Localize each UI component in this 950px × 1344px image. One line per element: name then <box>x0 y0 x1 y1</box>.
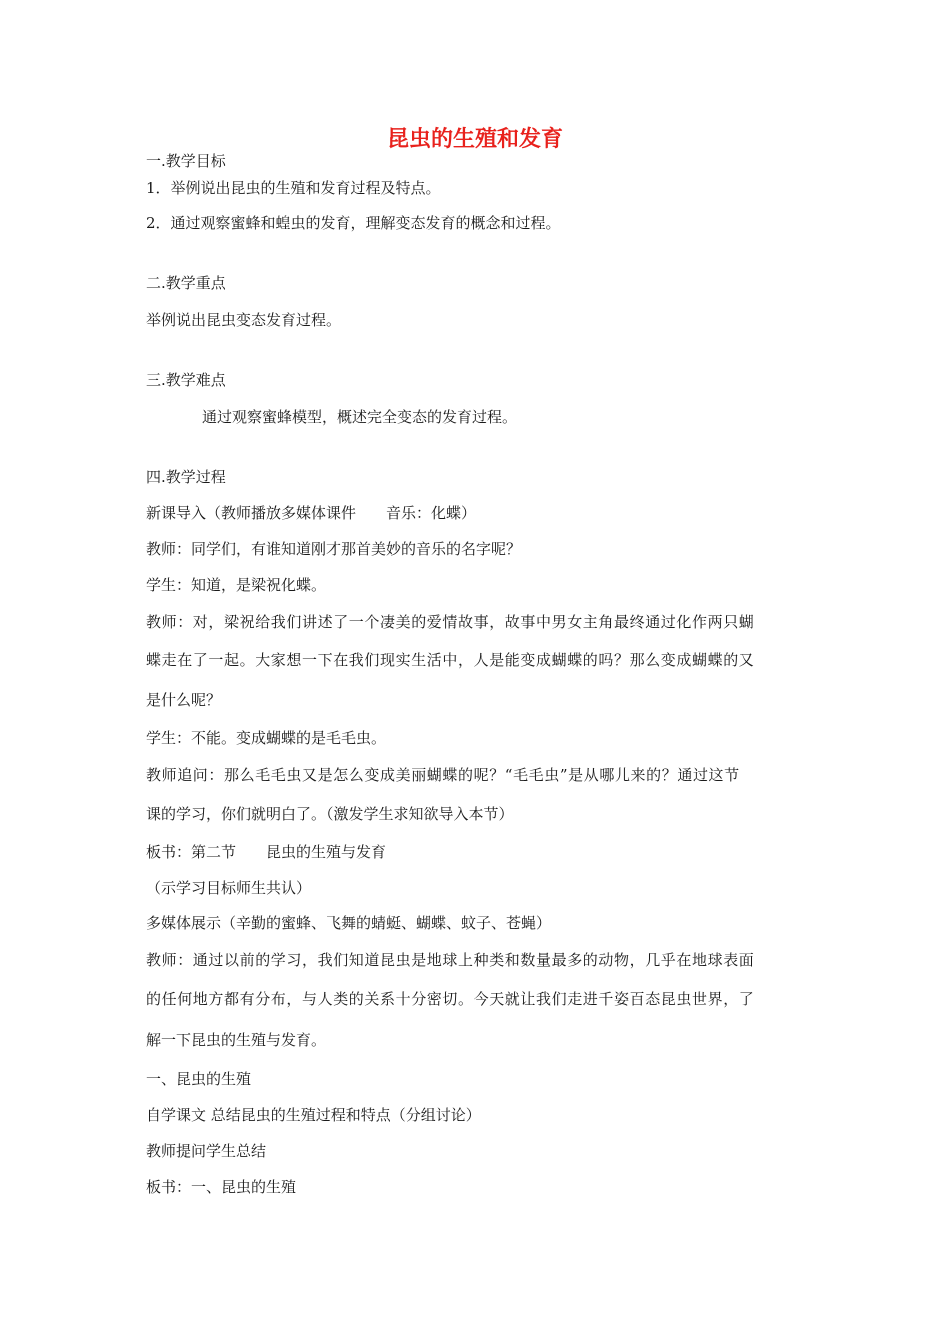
page-title: 昆虫的生殖和发育 <box>386 127 563 152</box>
paragraph: 教师提问学生总结 <box>146 1142 267 1160</box>
paragraph: 教师：对，梁祝给我们讲述了一个凄美的爱情故事，故事中男女主角最终通过化作两只蝴 <box>146 613 755 631</box>
paragraph: 教师：通过以前的学习，我们知道昆虫是地球上种类和数量最多的动物，几乎在地球表面 <box>146 951 755 969</box>
paragraph: 自学课文 总结昆虫的生殖过程和特点（分组讨论） <box>146 1106 481 1124</box>
paragraph: 解一下昆虫的生殖与发育。 <box>146 1031 327 1049</box>
paragraph: 一、昆虫的生殖 <box>146 1070 252 1088</box>
section-heading-objectives: 一.教学目标 <box>146 152 226 170</box>
paragraph: 课的学习，你们就明白了。（激发学生求知欲导入本节） <box>146 805 514 823</box>
paragraph: （示学习目标师生共认） <box>146 879 312 897</box>
paragraph: 是什么呢？ <box>146 691 222 709</box>
objective-item: 2．通过观察蜜蜂和蝗虫的发育，理解变态发育的概念和过程。 <box>146 214 561 232</box>
section-heading-difficulties: 三.教学难点 <box>146 371 226 389</box>
paragraph: 新课导入（教师播放多媒体课件 音乐：化蝶） <box>146 504 477 522</box>
objective-item: 1．举例说出昆虫的生殖和发育过程及特点。 <box>146 179 441 197</box>
paragraph: 板书：一、昆虫的生殖 <box>146 1178 297 1196</box>
paragraph: 多媒体展示（辛勤的蜜蜂、飞舞的蜻蜓、蝴蝶、蚊子、苍蝇） <box>146 914 552 932</box>
paragraph: 通过观察蜜蜂模型，概述完全变态的发育过程。 <box>202 408 518 426</box>
paragraph: 板书：第二节 昆虫的生殖与发育 <box>146 843 387 861</box>
paragraph: 蝶走在了一起。大家想一下在我们现实生活中，人是能变成蝴蝶的吗？那么变成蝴蝶的又 <box>146 651 755 669</box>
paragraph: 的任何地方都有分布，与人类的关系十分密切。今天就让我们走进千姿百态昆虫世界，了 <box>146 990 755 1008</box>
section-heading-key-points: 二.教学重点 <box>146 274 226 292</box>
paragraph: 教师：同学们，有谁知道刚才那首美妙的音乐的名字呢？ <box>146 540 522 558</box>
paragraph: 教师追问：那么毛毛虫又是怎么变成美丽蝴蝶的呢？“毛毛虫”是从哪儿来的？通过这节 <box>146 766 740 784</box>
section-heading-process: 四.教学过程 <box>146 468 226 486</box>
paragraph: 学生：不能。变成蝴蝶的是毛毛虫。 <box>146 729 387 747</box>
paragraph: 学生：知道，是梁祝化蝶。 <box>146 576 327 594</box>
paragraph: 举例说出昆虫变态发育过程。 <box>146 311 342 329</box>
